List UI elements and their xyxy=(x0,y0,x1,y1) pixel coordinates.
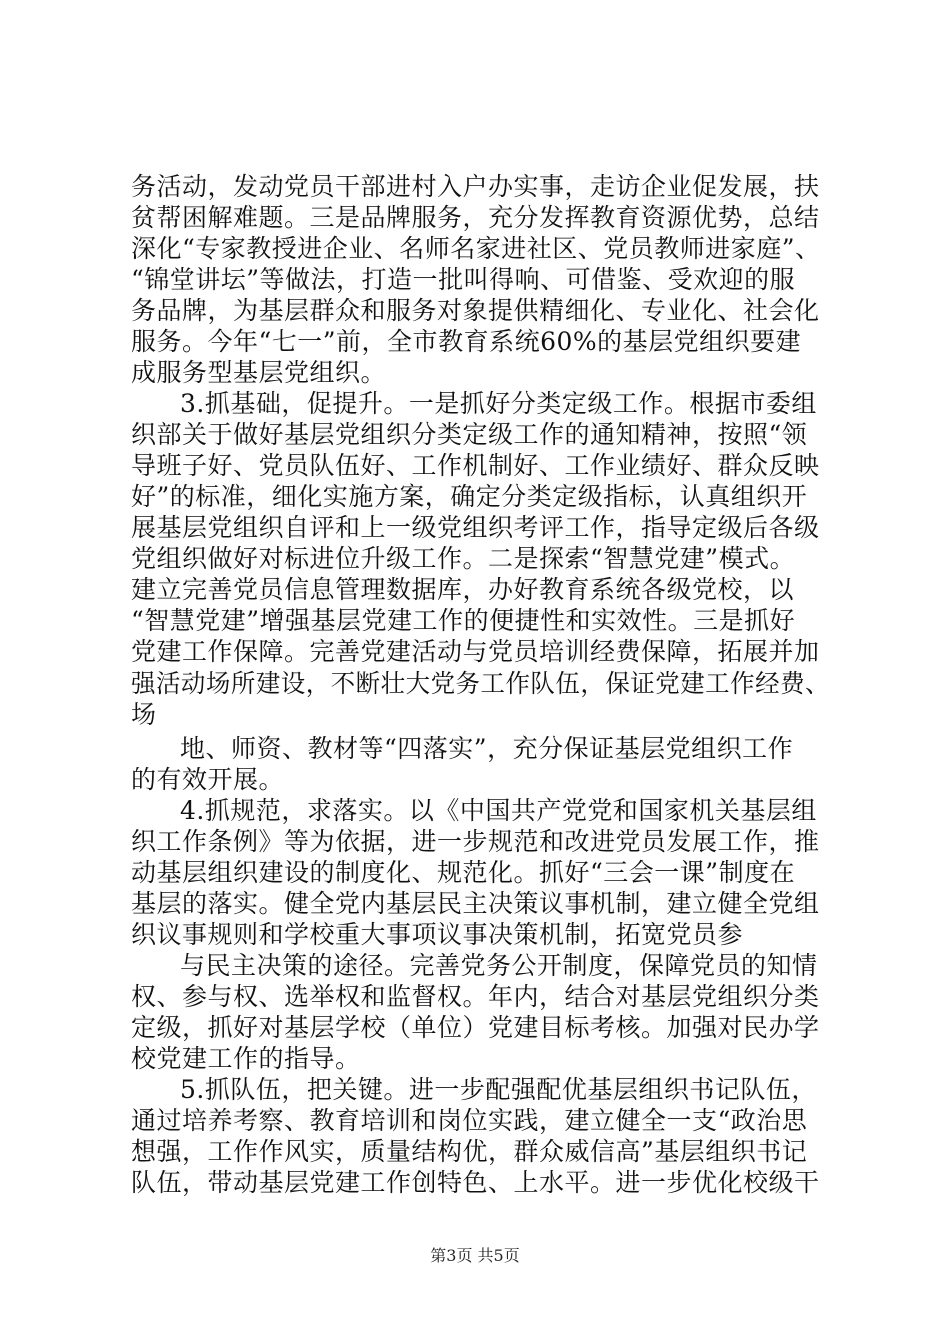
text-line: 场 xyxy=(131,700,157,729)
text-line: 强活动场所建设，不断壮大党务工作队伍，保证党建工作经费、 xyxy=(131,669,831,698)
text-line: 党组织做好对标进位升级工作。二是探索“智慧党建”模式。 xyxy=(131,544,796,573)
text-line: 与民主决策的途径。完善党务公开制度，保障党员的知情 xyxy=(180,951,818,980)
text-line: “锦堂讲坛”等做法，打造一批叫得响、可借鉴、受欢迎的服 xyxy=(131,265,796,294)
text-line: 务品牌，为基层群众和服务对象提供精细化、专业化、社会化 xyxy=(131,296,820,325)
text-line: 展基层党组织自评和上一级党组织考评工作，指导定级后各级 xyxy=(131,513,820,542)
text-line: 织工作条例》等为依据，进一步规范和改进党员发展工作，推 xyxy=(131,827,820,856)
page-number-footer: 第3页 共5页 xyxy=(430,1246,520,1265)
text-line: 队伍，带动基层党建工作创特色、上水平。进一步优化校级干 xyxy=(131,1168,820,1197)
text-line: 深化“专家教授进企业、名师名家进社区、党员教师进家庭”、 xyxy=(131,234,821,263)
text-line: 织部关于做好基层党组织分类定级工作的通知精神，按照“领 xyxy=(131,420,808,449)
text-line: 成服务型基层党组织。 xyxy=(131,358,387,387)
text-line: 想强，工作作风实，质量结构优，群众威信高”基层组织书记 xyxy=(131,1137,808,1166)
text-line: 导班子好、党员队伍好、工作机制好、工作业绩好、群众反映 xyxy=(131,451,820,480)
text-line: “智慧党建”增强基层党建工作的便捷性和实效性。三是抓好 xyxy=(131,606,796,635)
text-line: 务活动，发动党员干部进村入户办实事，走访企业促发展，扶 xyxy=(131,172,820,201)
text-line: 动基层组织建设的制度化、规范化。抓好“三会一课”制度在 xyxy=(131,858,796,887)
text-line: 权、参与权、选举权和监督权。年内，结合对基层党组织分类 xyxy=(131,982,820,1011)
text-line: 的有效开展。 xyxy=(131,765,285,794)
text-line: 校党建工作的指导。 xyxy=(131,1044,361,1073)
text-line: 基层的落实。健全党内基层民主决策议事机制，建立健全党组 xyxy=(131,889,820,918)
text-line: 3.抓基础，促提升。一是抓好分类定级工作。根据市委组 xyxy=(180,389,817,418)
text-line: 好”的标准，细化实施方案，确定分类定级指标，认真组织开 xyxy=(131,482,808,511)
text-line: 织议事规则和学校重大事项议事决策机制，拓宽党员参 xyxy=(131,920,744,949)
text-line: 贫帮困解难题。三是品牌服务，充分发挥教育资源优势，总结 xyxy=(131,203,820,232)
text-line: 服务。今年“七一”前，全市教育系统60%的基层党组织要建 xyxy=(131,327,802,356)
text-line: 5.抓队伍，把关键。进一步配强配优基层组织书记队伍， xyxy=(180,1075,817,1104)
text-line: 4.抓规范，求落实。以《中国共产党党和国家机关基层组 xyxy=(180,796,817,825)
text-line: 建立完善党员信息管理数据库，办好教育系统各级党校，以 xyxy=(131,575,795,604)
text-line: 党建工作保障。完善党建活动与党员培训经费保障，拓展并加 xyxy=(131,637,820,666)
text-line: 地、师资、教材等“四落实”，充分保证基层党组织工作 xyxy=(180,734,794,763)
text-line: 定级，抓好对基层学校（单位）党建目标考核。加强对民办学 xyxy=(131,1013,820,1042)
text-line: 通过培养考察、教育培训和岗位实践，建立健全一支“政治思 xyxy=(131,1106,808,1135)
